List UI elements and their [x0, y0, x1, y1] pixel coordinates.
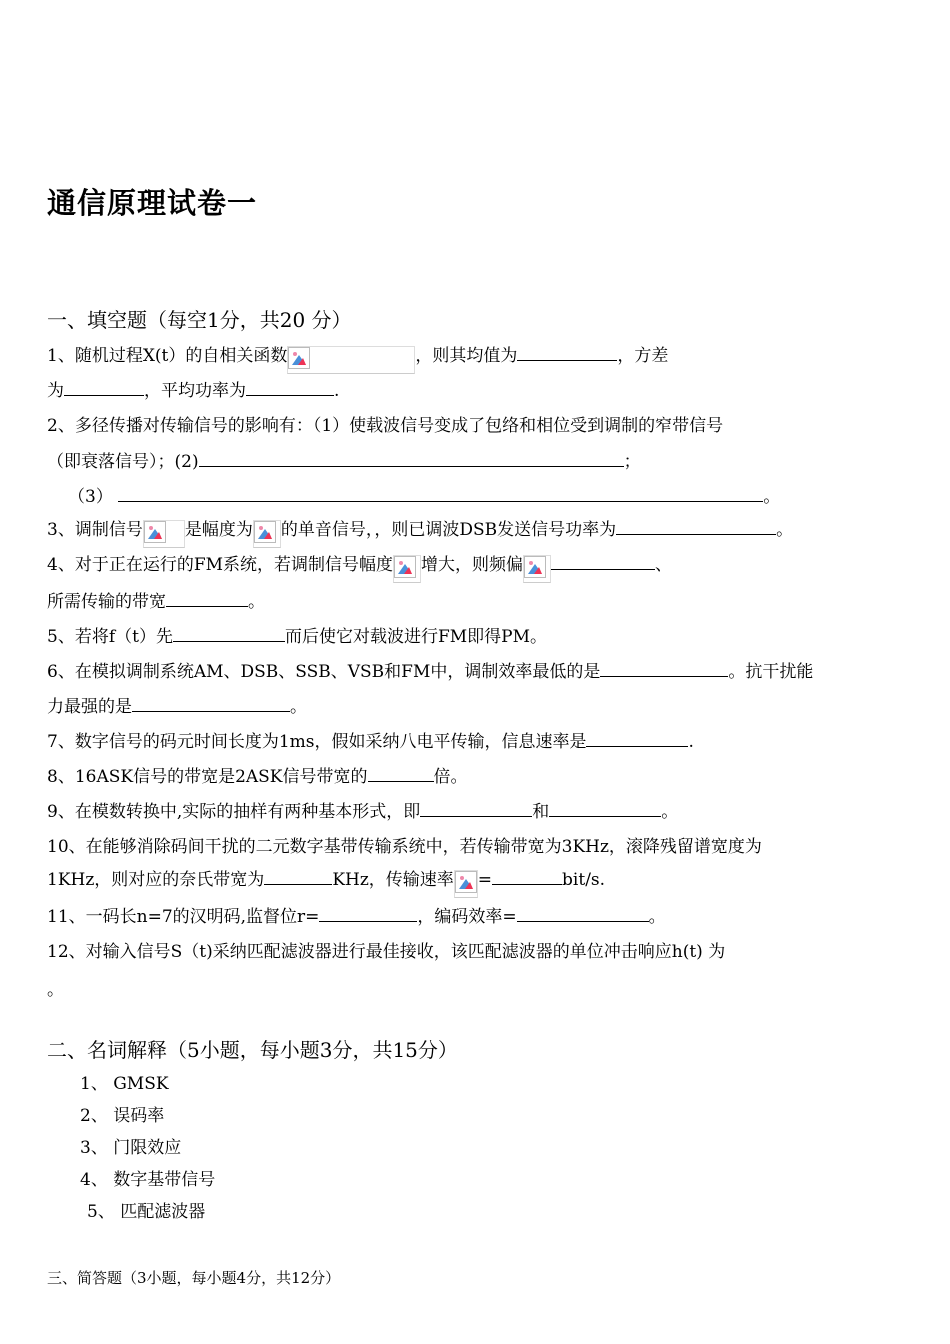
question-12-line2: 。 [47, 980, 64, 1000]
q3-text-b: 是幅度为 [184, 520, 253, 540]
q11-text-c: 。 [648, 907, 666, 927]
question-12-line1: 12、对输入信号S（t)采纳匹配滤波器进行最佳接收，该匹配滤波器的单位冲击响应h(t) 为 [47, 942, 726, 962]
answer-blank[interactable] [549, 800, 661, 817]
q2-text-c: ； [623, 452, 641, 472]
answer-blank[interactable] [132, 695, 290, 712]
q9-text-a: 9、在模数转换中,实际的抽样有两种基本形式，即 [47, 802, 421, 822]
list-item: 3、 门限效应 [80, 1138, 182, 1158]
answer-blank[interactable] [199, 450, 624, 467]
q6-text-b: 。抗干扰能 [728, 662, 814, 682]
question-1-line1 [47, 344, 668, 374]
q6-text-c: 力最强的是 [47, 697, 132, 717]
broken-image-icon [524, 556, 546, 578]
q10-text-e: bit/s. [562, 870, 606, 890]
q11-text-b: ，编码效率= [417, 907, 517, 927]
q4-text-d: 所需传输的带宽 [47, 592, 166, 612]
q4-text-a: 4、对于正在运行的FM系统，若调制信号幅度 [47, 555, 394, 575]
question-10-line1: 10、在能够消除码间干扰的二元数字基带传输系统中，若传输带宽为3KHz，滚降残留谱宽度为 [47, 837, 762, 857]
q2-text-d: （3） [68, 487, 113, 507]
question-6-line1 [47, 660, 813, 684]
answer-blank[interactable] [173, 625, 285, 642]
list-item: 4、 数字基带信号 [80, 1170, 216, 1190]
question-11 [47, 905, 666, 929]
formula-image [523, 555, 551, 583]
answer-blank[interactable] [246, 379, 334, 396]
broken-image-icon [394, 556, 416, 578]
formula-image [253, 520, 281, 548]
q4-text-e: 。 [248, 592, 265, 612]
answer-blank[interactable] [420, 800, 532, 817]
q6-text-d: 。 [290, 697, 307, 717]
section1-heading: 一、填空题（每空1分，共20 分） [47, 308, 352, 332]
q6-text-a: 6、在模拟调制系统AM、DSB、SSB、VSB和FM中，调制效率最低的是 [47, 662, 601, 682]
question-2-line1: 2、多径传播对传输信号的影响有：（1）使载波信号变成了包络和相位受到调制的窄带信号 [47, 416, 724, 436]
q7-text-b: . [688, 732, 694, 752]
answer-blank[interactable] [319, 905, 417, 922]
question-7 [47, 730, 694, 754]
q5-text-b: 而后使它对载波进行FM即得PM。 [284, 627, 547, 647]
q4-text-c: 、 [655, 555, 673, 575]
q9-text-c: 。 [661, 802, 679, 822]
q1-text-c: ，方差 [617, 346, 669, 366]
q10-text-d: = [477, 870, 493, 890]
q1-text-d: 为 [47, 381, 64, 401]
q8-text-b: 倍。 [433, 767, 468, 787]
list-item: 5、 匹配滤波器 [87, 1202, 206, 1222]
q10-text-b: 1KHz，则对应的奈氏带宽为 [47, 870, 265, 890]
section3-heading: 三、简答题（3小题，每小题4分，共12分） [47, 1269, 341, 1287]
list-item: 2、 误码率 [80, 1106, 165, 1126]
formula-image [143, 520, 185, 548]
question-2-line2 [47, 450, 641, 474]
q7-text-a: 7、数字信号的码元时间长度为1ms，假如采纳八电平传输，信息速率是 [47, 732, 587, 752]
q1-text-b: ，则其均值为 [415, 346, 518, 366]
question-1-line2 [47, 379, 339, 403]
q2-text-e: 。 [763, 487, 781, 507]
question-4-line1 [47, 553, 672, 583]
question-3 [47, 518, 793, 548]
question-5 [47, 625, 547, 649]
q3-text-a: 3、调制信号 [47, 520, 143, 540]
q11-text-a: 11、一码长n=7的汉明码,监督位r= [47, 907, 320, 927]
q2-text-b: （即衰落信号）；(2) [47, 452, 199, 472]
q10-text-c: KHz，传输速率 [332, 870, 454, 890]
broken-image-icon [254, 521, 276, 543]
formula-image [454, 870, 478, 898]
question-9 [47, 800, 678, 824]
answer-blank[interactable] [492, 868, 562, 885]
formula-image [287, 346, 415, 374]
list-item: 1、 GMSK [80, 1074, 169, 1094]
answer-blank[interactable] [616, 518, 776, 535]
page-title: 通信原理试卷一 [47, 186, 258, 220]
section2-heading: 二、名词解释（5小题，每小题3分，共15分） [47, 1038, 458, 1062]
q9-text-b: 和 [532, 802, 550, 822]
answer-blank[interactable] [551, 553, 655, 570]
q1-text-e: ，平均功率为 [144, 381, 246, 401]
answer-blank[interactable] [517, 344, 617, 361]
q1-text-a: 1、随机过程X(t）的自相关函数 [47, 346, 288, 366]
q5-text-a: 5、若将f（t）先 [47, 627, 173, 647]
q3-text-c: 的单音信号，，则已调波DSB发送信号功率为 [280, 520, 617, 540]
answer-blank[interactable] [166, 590, 248, 607]
q3-text-d: 。 [776, 520, 794, 540]
answer-blank[interactable] [264, 868, 332, 885]
question-8 [47, 765, 468, 789]
answer-blank[interactable] [517, 905, 649, 922]
question-6-line2 [47, 695, 307, 719]
q4-text-b: 增大，则频偏 [421, 555, 524, 575]
answer-blank[interactable] [118, 485, 763, 502]
broken-image-icon [288, 347, 310, 369]
question-4-line2 [47, 590, 265, 614]
broken-image-icon [455, 871, 477, 893]
answer-blank[interactable] [64, 379, 144, 396]
q8-text-a: 8、16ASK信号的带宽是2ASK信号带宽的 [47, 767, 368, 787]
question-2-line3 [68, 485, 780, 509]
formula-image [393, 555, 421, 583]
answer-blank[interactable] [600, 660, 728, 677]
q1-text-f: . [334, 381, 340, 401]
answer-blank[interactable] [368, 765, 434, 782]
question-10-line2 [47, 868, 605, 898]
broken-image-icon [144, 521, 166, 543]
answer-blank[interactable] [586, 730, 688, 747]
